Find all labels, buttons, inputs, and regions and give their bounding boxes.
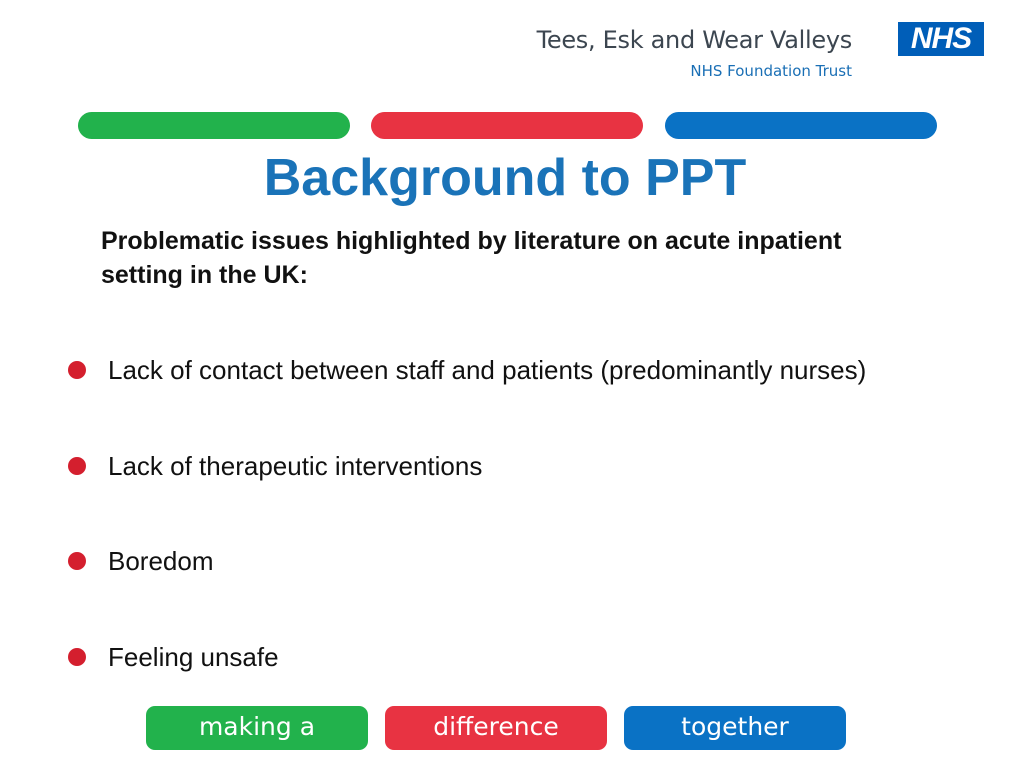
- bullet-item: [68, 637, 279, 677]
- bullet-text: Lack of contact between staff and patients (predominantly nurses): [108, 354, 867, 385]
- bullet-dot-icon: [68, 457, 86, 475]
- org-name: Tees, Esk and Wear Valleys: [536, 26, 852, 54]
- bullet-item: [68, 541, 214, 581]
- bullet-text: Boredom: [108, 545, 214, 576]
- bullet-item: [68, 446, 482, 486]
- org-subtitle: NHS Foundation Trust: [690, 62, 852, 80]
- decor-bar-blue: [665, 112, 937, 139]
- footer-pill-making-a: making a: [146, 706, 368, 750]
- slide-intro: Problematic issues highlighted by literature on acute inpatient setting in the UK:: [101, 227, 842, 289]
- bullet-item: [68, 350, 866, 390]
- nhs-logo: NHS: [898, 22, 984, 56]
- decor-bar-red: [371, 112, 643, 139]
- bullet-dot-icon: [68, 361, 86, 379]
- slide-title: Background to PPT: [263, 149, 747, 207]
- bullet-dot-icon: [68, 648, 86, 666]
- bullet-dot-icon: [68, 552, 86, 570]
- trust-logo: [524, 18, 984, 88]
- decor-bar-green: [78, 112, 350, 139]
- bullet-text: Lack of therapeutic interventions: [108, 450, 483, 481]
- footer-pill-together: together: [624, 706, 846, 750]
- footer-pill-difference: difference: [385, 706, 607, 750]
- bullet-text: Feeling unsafe: [108, 641, 279, 672]
